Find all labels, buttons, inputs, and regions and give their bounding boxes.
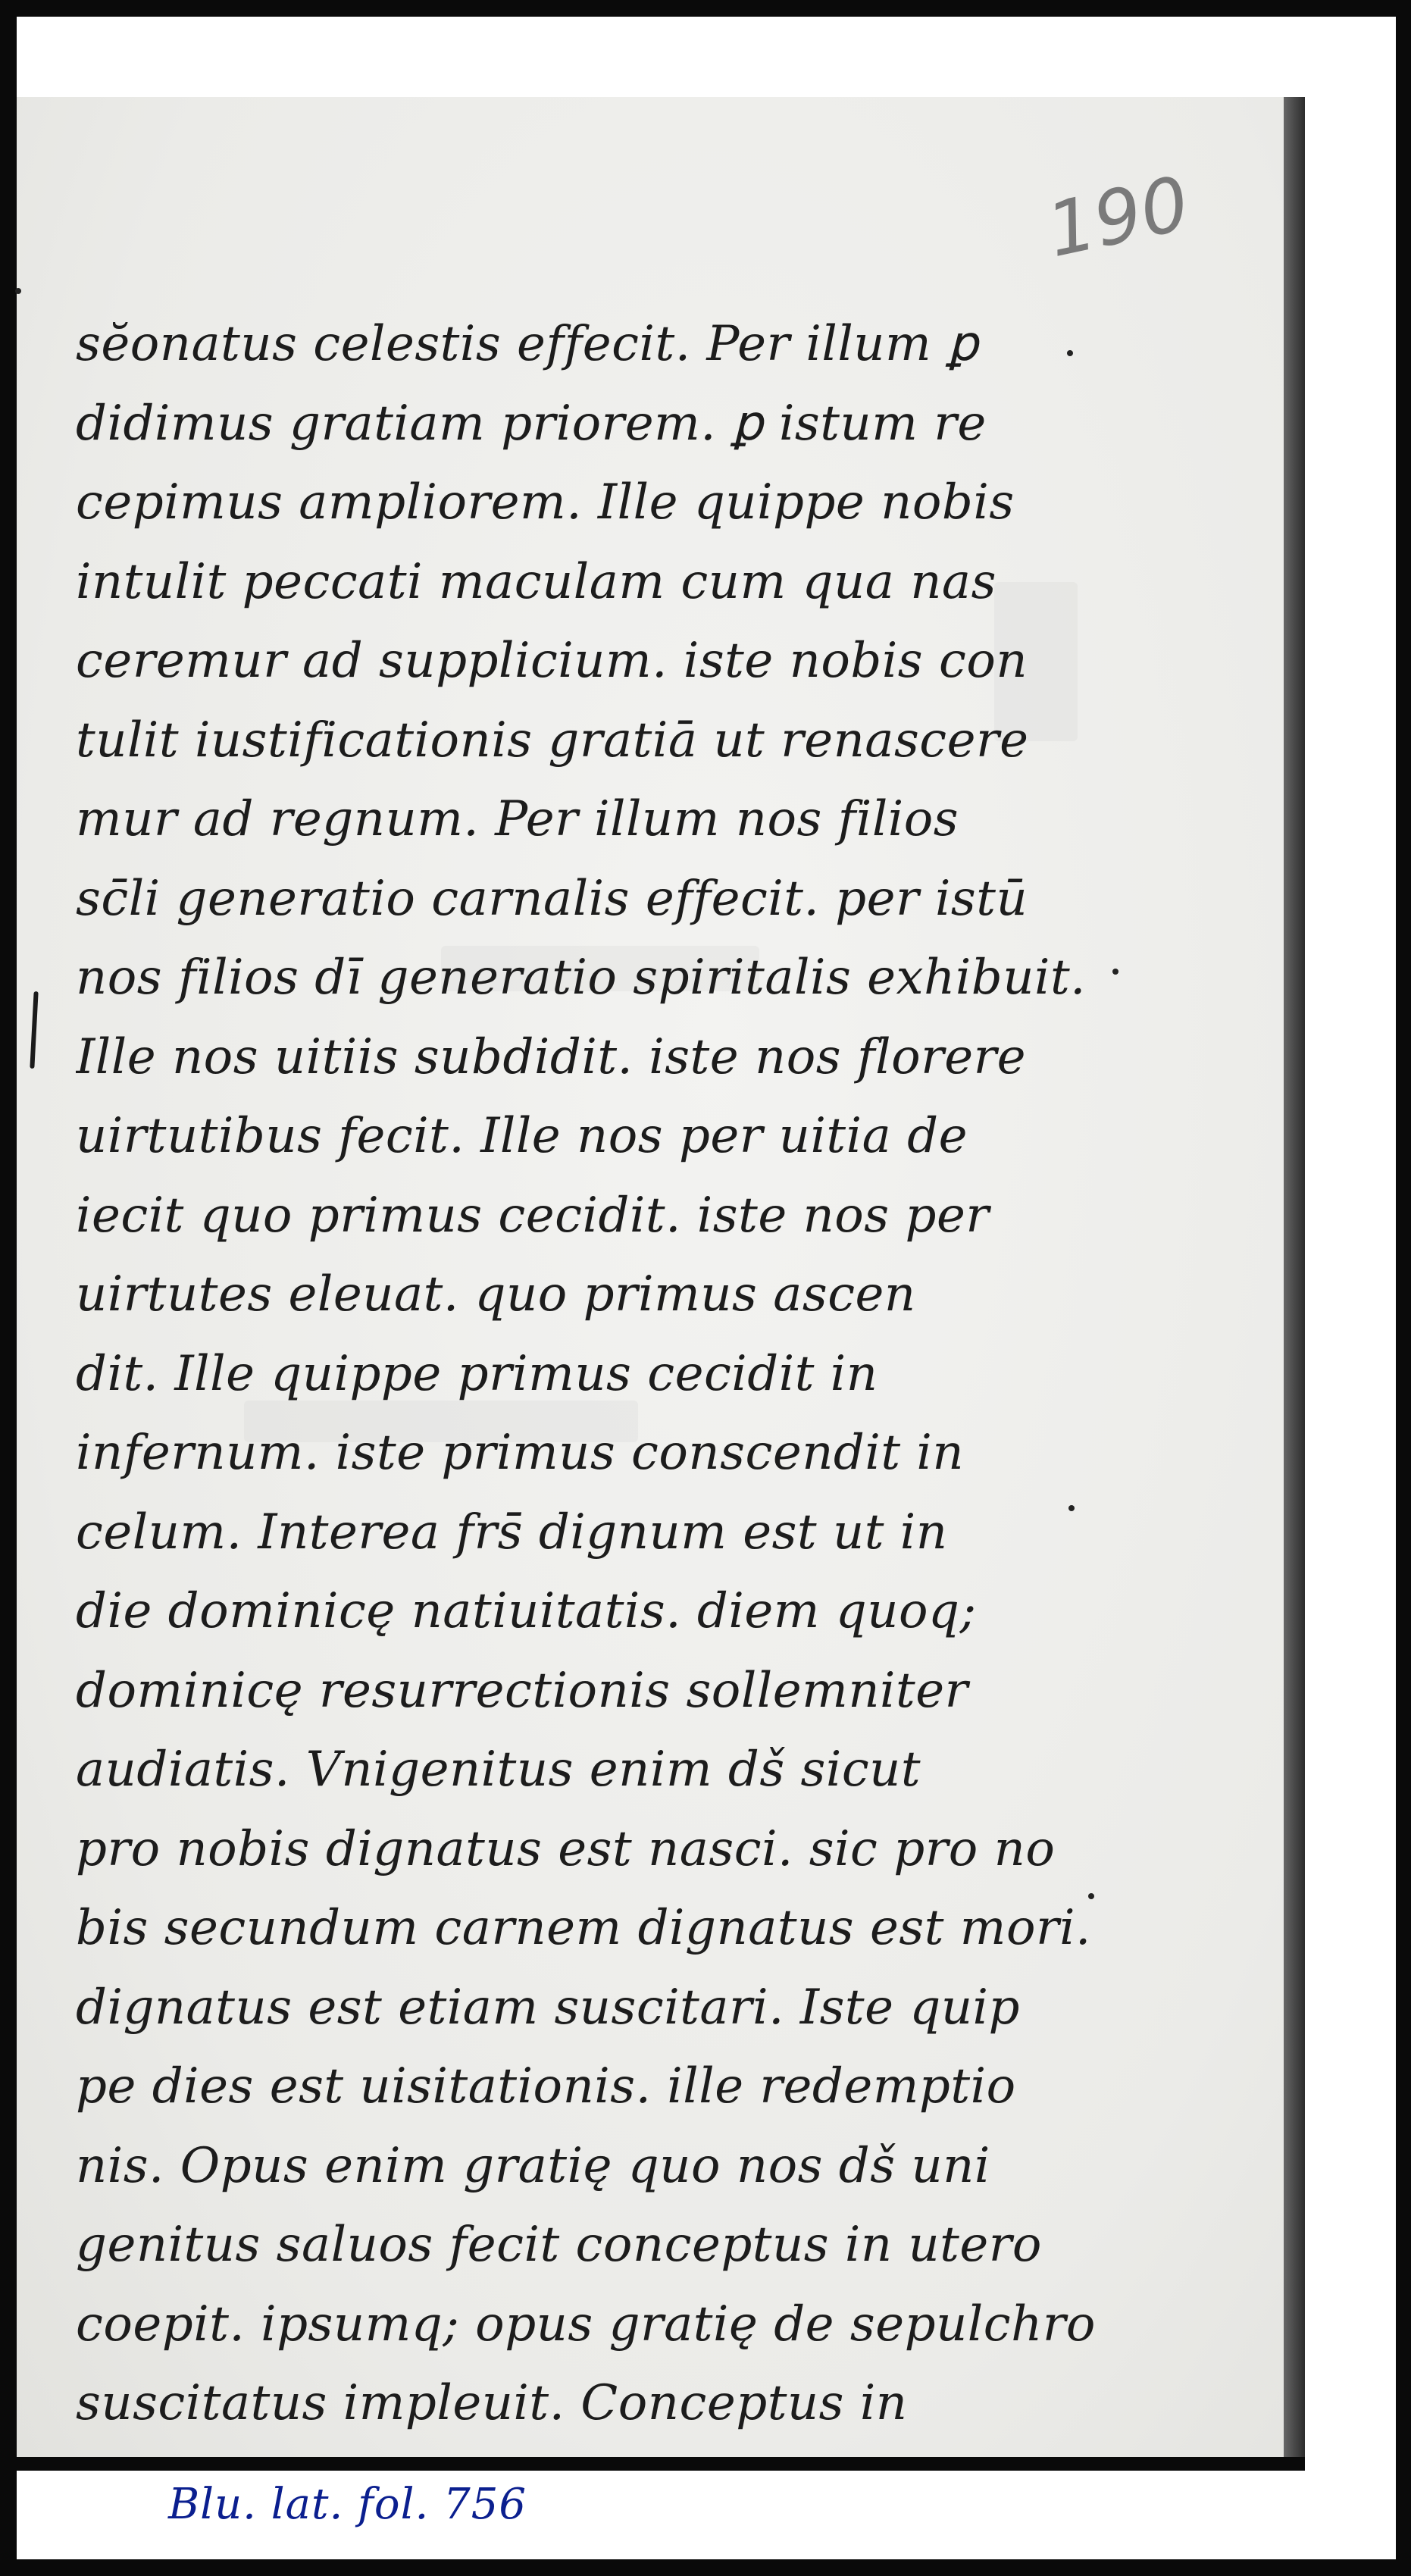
text-line: audiatis. Vnigenitus enim dš sicut: [76, 1742, 921, 1798]
text-line: uirtutes eleuat. quo primus ascen: [76, 1266, 916, 1322]
text-line: nis. Opus enim gratię quo nos dš uni: [76, 2137, 990, 2194]
text-line: tulit iustificationis gratiā ut renascere: [76, 712, 1029, 768]
text-line: [76, 2443, 1152, 2459]
folio-number: 190: [1040, 160, 1197, 275]
leaf-edge-shadow: [1282, 97, 1305, 2460]
text-line: sc̄li generatio carnalis effecit. per istū: [76, 870, 1028, 927]
margin-dot: [15, 288, 21, 294]
text-line: suscitatus impleuit. Conceptus in: [76, 2375, 908, 2431]
text-line: infernum. iste primus conscendit in: [76, 1425, 965, 1481]
text-line: nos filios dī generatio spiritalis exhibuit.: [76, 950, 1086, 1006]
text-line: cepimus ampliorem. Ille quippe nobis: [76, 474, 1015, 531]
text-line: sĕonatus celestis effecit. Per illum ꝑ: [76, 316, 979, 372]
text-line: dit. Ille quippe primus cecidit in: [76, 1345, 878, 1402]
text-line: celum. Interea frs̄ dignum est ut in: [76, 1504, 948, 1560]
text-line: coepit. ipsumq; opus gratię de sepulchro: [76, 2296, 1096, 2352]
text-line: intulit peccati maculam cum qua nas: [76, 553, 996, 610]
text-line: dignatus est etiam suscitari. Iste quip: [76, 1979, 1020, 2036]
text-line: mur ad regnum. Per illum nos filios: [76, 791, 959, 847]
text-line: pro nobis dignatus est nasci. sic pro no: [76, 1820, 1056, 1877]
text-line: ceremur ad supplicium. iste nobis con: [76, 633, 1028, 689]
text-line: didimus gratiam priorem. ꝑ istum re: [76, 395, 987, 452]
shelfmark: Blu. lat. fol. 756: [168, 2480, 527, 2529]
text-line: Ille nos uitiis subdidit. iste nos florere: [76, 1028, 1027, 1085]
manuscript-text: [76, 305, 1152, 2459]
text-line: die dominicę natiuitatis. diem quoq;: [76, 1583, 977, 1639]
text-line: uirtutibus fecit. Ille nos per uitia de: [76, 1108, 968, 1164]
scan-bottom-band: [17, 2457, 1305, 2471]
text-line: pe dies est uisitationis. ille redemptio: [76, 2058, 1016, 2114]
text-line: genitus saluos fecit conceptus in utero: [76, 2217, 1042, 2273]
text-line: iecit quo primus cecidit. iste nos per: [76, 1187, 990, 1244]
text-line: bis secundum carnem dignatus est mori.: [76, 1900, 1091, 1956]
text-line: dominicę resurrectionis sollemniter: [76, 1662, 968, 1719]
